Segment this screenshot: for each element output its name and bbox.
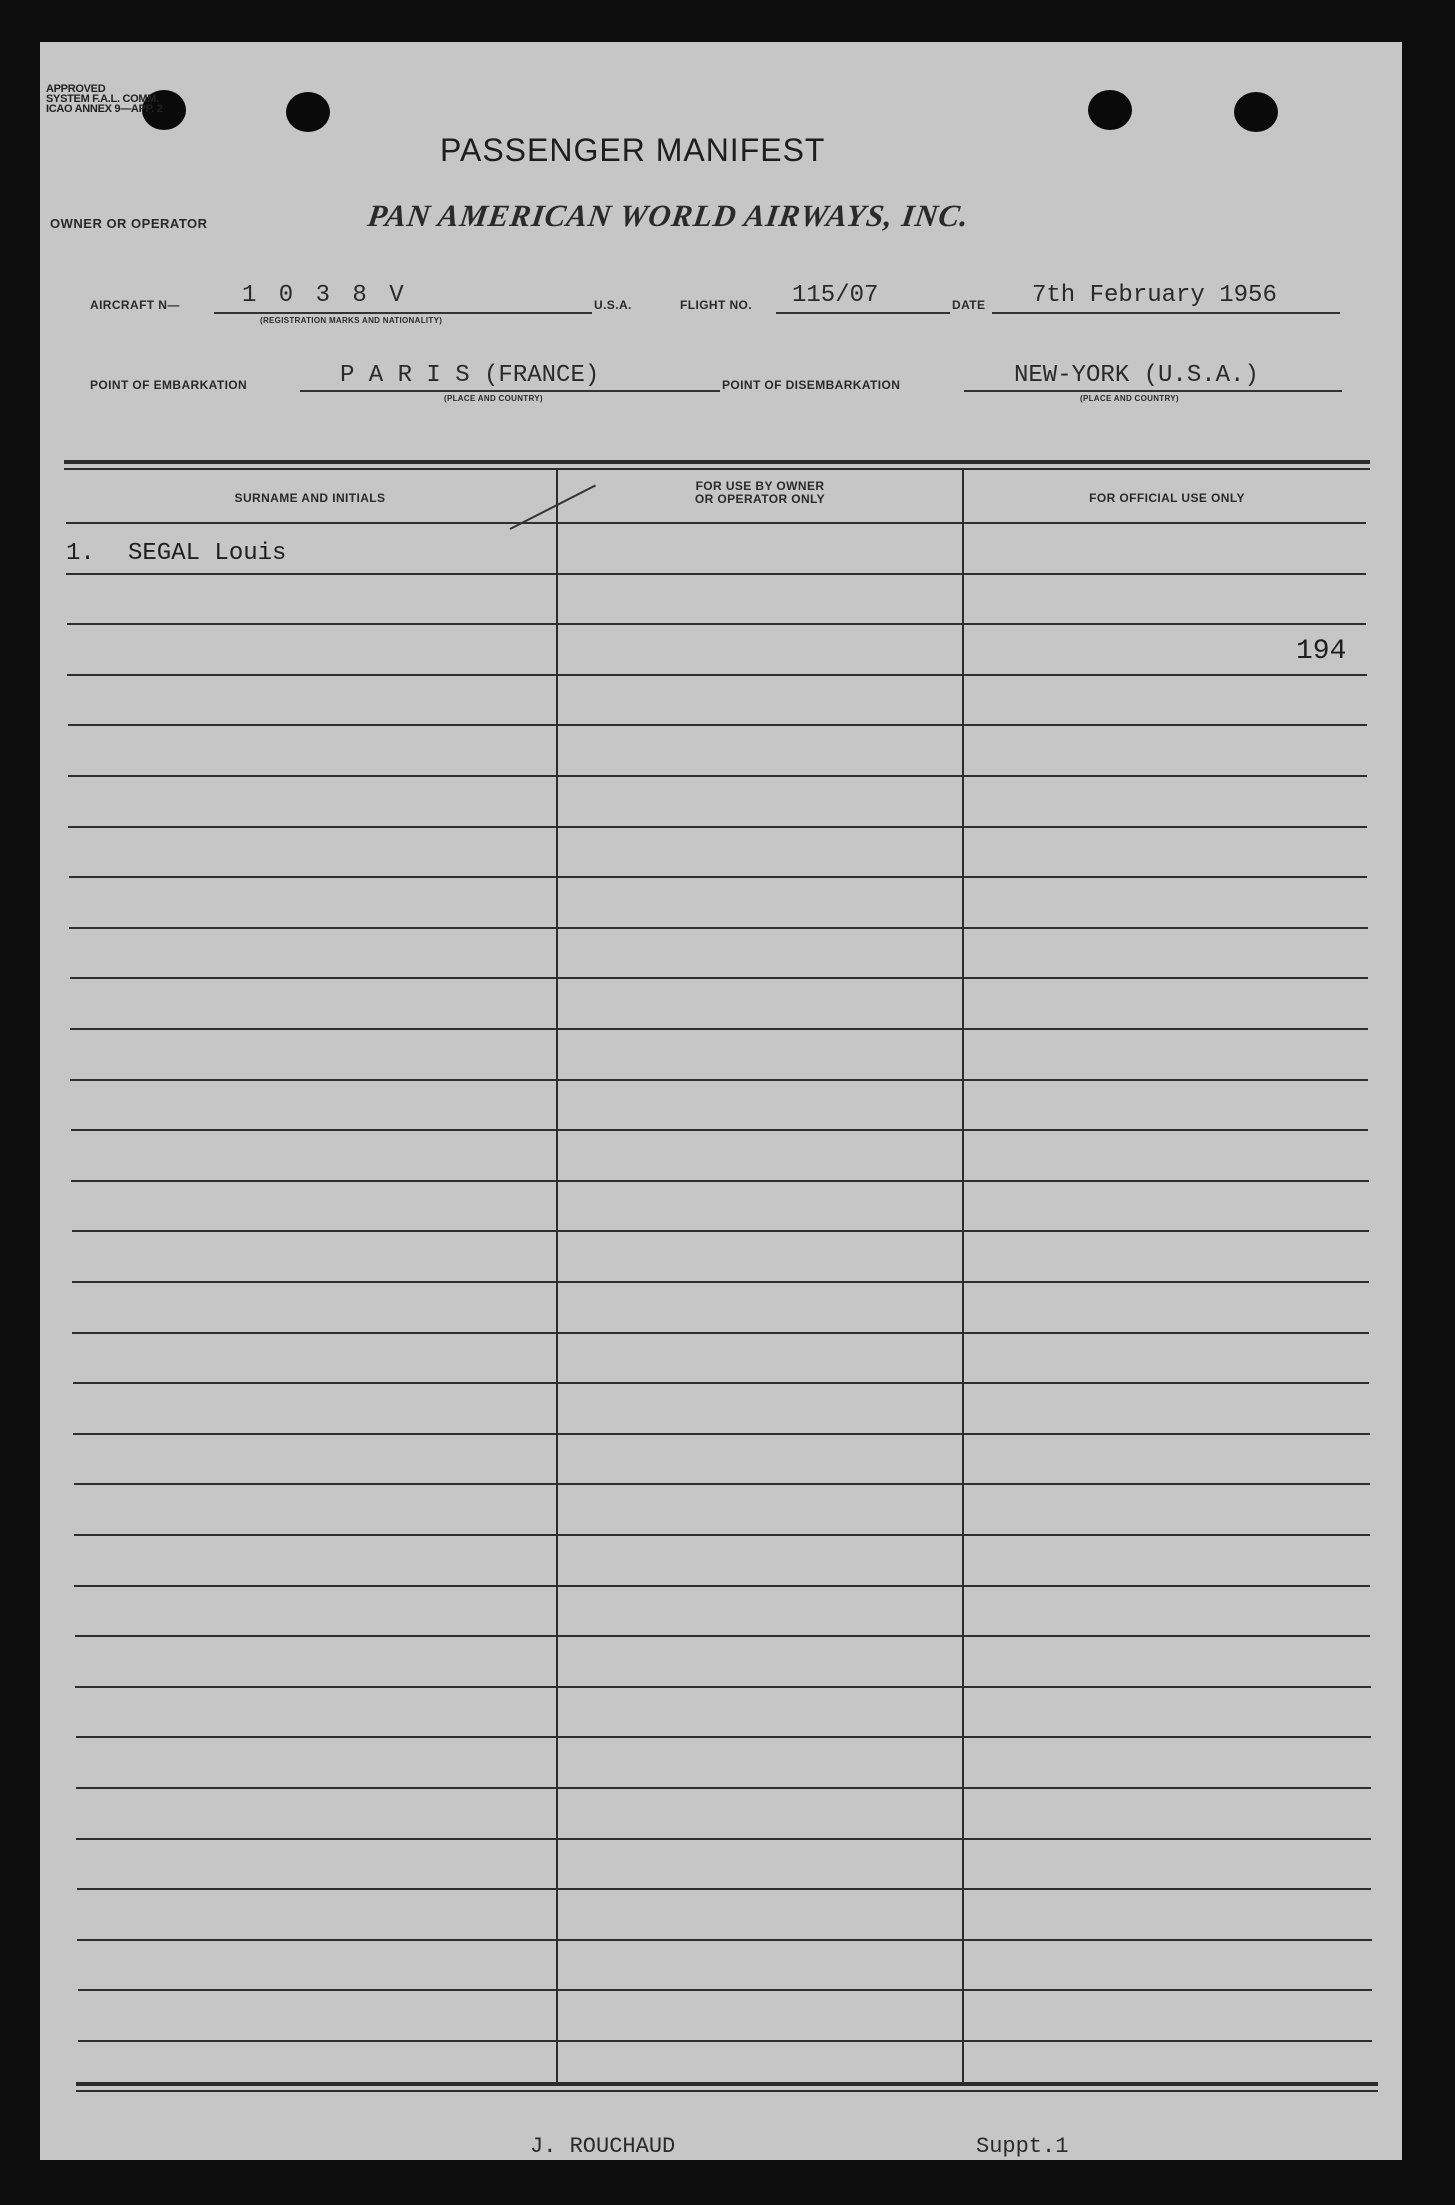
table-row-line (68, 775, 1367, 777)
table-row-line (76, 1736, 1371, 1738)
manifest-sheet (40, 42, 1402, 2160)
supplement-text: Suppt.1 (976, 2134, 1069, 2159)
owner-name: PAN AMERICAN WORLD AIRWAYS, INC. (365, 198, 972, 233)
table-row-line (70, 977, 1368, 979)
column-header-owner-use-line-1: FOR USE BY OWNER (695, 479, 825, 493)
table-bottom-rule (76, 2082, 1378, 2086)
disembarkation-sublabel: (PLACE AND COUNTRY) (1080, 394, 1179, 403)
table-row-line (74, 1483, 1370, 1485)
embarkation-value: P A R I S (FRANCE) (340, 362, 600, 389)
country-label: U.S.A. (594, 298, 632, 312)
table-row-line (75, 1686, 1370, 1688)
table-row-line (71, 1180, 1368, 1182)
table-row-line (77, 1939, 1371, 1941)
embarkation-underline (300, 390, 720, 392)
table-row-line (71, 1129, 1369, 1131)
table-row-line (66, 522, 1366, 524)
embarkation-sublabel: (PLACE AND COUNTRY) (444, 394, 543, 403)
table-row-line (66, 573, 1366, 575)
approval-line-3: ICAO ANNEX 9—APP. 2 (46, 103, 163, 115)
table-row-line (76, 1787, 1371, 1789)
official-stamp-number: 194 (1296, 636, 1347, 667)
table-row-line (73, 1382, 1370, 1384)
flight-underline (776, 312, 950, 314)
aircraft-label: AIRCRAFT N— (90, 298, 180, 312)
column-divider-1 (556, 468, 558, 2084)
aircraft-sublabel: (REGISTRATION MARKS AND NATIONALITY) (260, 316, 443, 325)
date-underline (992, 312, 1340, 314)
punch-hole (1088, 90, 1132, 130)
table-top-rule-inner (64, 468, 1370, 470)
table-row-line (68, 826, 1367, 828)
approval-note (46, 84, 163, 114)
table-row-line (67, 623, 1367, 625)
table-row-line (72, 1281, 1369, 1283)
passenger-number: 1. (66, 540, 95, 567)
table-row-line (75, 1635, 1371, 1637)
aircraft-underline (214, 312, 592, 314)
table-bottom-rule-inner (76, 2090, 1378, 2092)
aircraft-value: 1 0 3 8 V (242, 282, 408, 309)
approval-line-1: APPROVED (46, 83, 106, 95)
table-row-line (78, 2040, 1372, 2042)
table-row-line (72, 1332, 1369, 1334)
form-title: PASSENGER MANIFEST (440, 132, 826, 168)
approval-line-2: SYSTEM F.A.L. COMM. (46, 93, 159, 105)
table-row-line (67, 674, 1366, 676)
date-value: 7th February 1956 (1032, 282, 1277, 309)
table-row-line (68, 724, 1367, 726)
scan-border-bottom (0, 2160, 1455, 2205)
signature-text: J. ROUCHAUD (530, 2134, 676, 2159)
table-row-line (76, 1838, 1371, 1840)
table-row-line (77, 1888, 1372, 1890)
table-row-line (74, 1585, 1370, 1587)
table-row-line (78, 1989, 1372, 1991)
date-label: DATE (952, 298, 986, 312)
embarkation-label: POINT OF EMBARKATION (90, 378, 248, 392)
disembarkation-label: POINT OF DISEMBARKATION (722, 378, 901, 392)
column-header-owner-use (620, 480, 900, 506)
table-row-line (74, 1534, 1370, 1536)
punch-hole (286, 92, 330, 132)
column-header-owner-use-line-2: OR OPERATOR ONLY (694, 492, 826, 506)
column-divider-2 (962, 468, 964, 2084)
table-row-line (69, 927, 1367, 929)
column-header-official-use: FOR OFFICIAL USE ONLY (1089, 491, 1245, 505)
owner-label: OWNER OR OPERATOR (50, 216, 208, 231)
table-top-rule (64, 460, 1370, 464)
table-row-line (70, 1028, 1368, 1030)
punch-hole (1234, 92, 1278, 132)
disembarkation-value: NEW-YORK (U.S.A.) (1014, 362, 1259, 389)
column-header-surname: SURNAME AND INITIALS (234, 491, 386, 505)
table-row-line (70, 1079, 1368, 1081)
table-row-line (72, 1230, 1369, 1232)
passenger-name: SEGAL Louis (128, 540, 287, 567)
flight-label: FLIGHT NO. (680, 298, 752, 312)
flight-value: 115/07 (792, 282, 879, 309)
table-row-line (73, 1433, 1369, 1435)
table-row-line (69, 876, 1368, 878)
disembarkation-underline (964, 390, 1342, 392)
